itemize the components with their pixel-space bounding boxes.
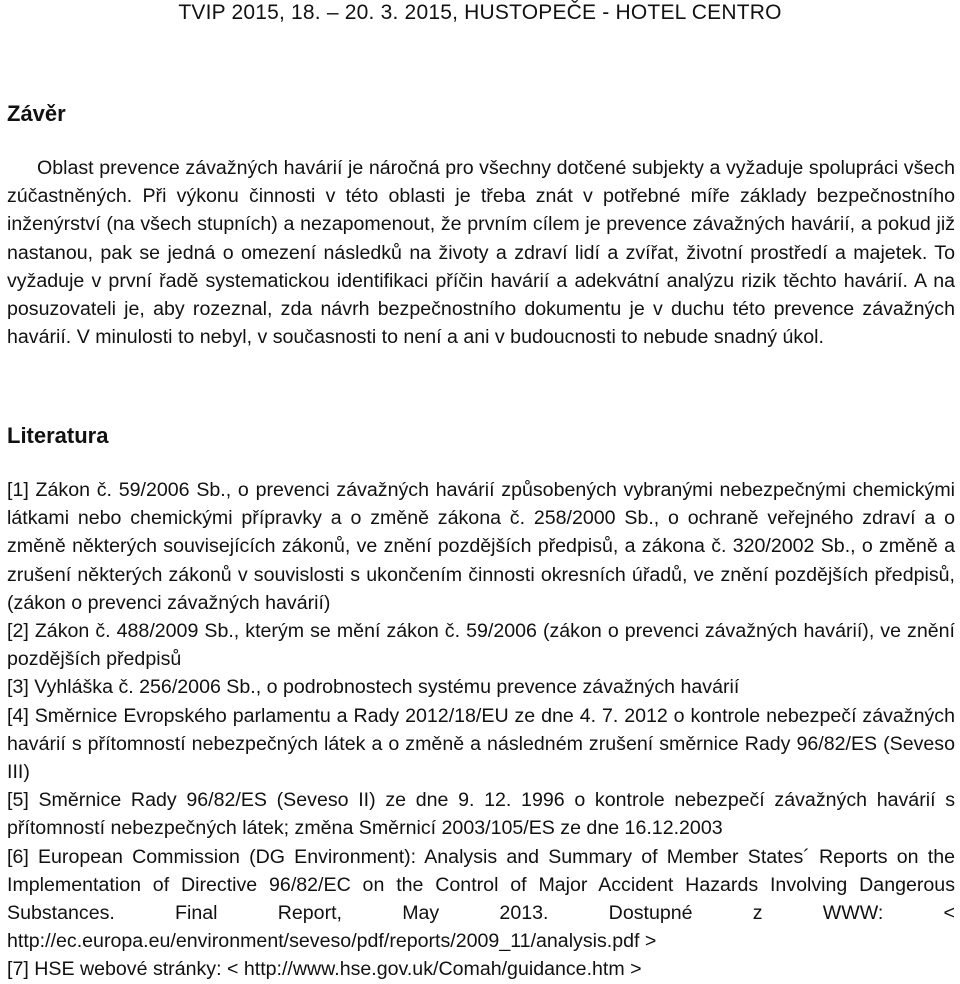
reference-item: [1] Zákon č. 59/2006 Sb., o prevenci závažných havárií způsobených vybranými nebezpečnými chemickými látkami nebo chemickými přípravky a o změně zákona č. 258/2000 Sb., o ochraně veřejného zdraví a o změně některých souvisejících zákonů, ve znění pozdějších předpisů, a zákona č. 320/2002 Sb., o změně a zrušení některých zákonů v souvislosti s ukončením činnosti okresních úřadů, ve znění pozdějších předpisů, (zákon o prevenci závažných havárií) <box>7 479 955 614</box>
reference-item: [2] Zákon č. 488/2009 Sb., kterým se mění zákon č. 59/2006 (zákon o prevenci závažných havárií), ve znění pozdějších předpisů <box>7 620 955 671</box>
reference-item: [4] Směrnice Evropského parlamentu a Rady 2012/18/EU ze dne 4. 7. 2012 o kontrole nebezpečí závažných havárií s přítomností nebezpečných látek a o změně a následném zrušení směrnice Rady 96/82/ES (Seveso III) <box>7 704 955 784</box>
section-heading-conclusion: Závěr <box>7 101 66 126</box>
reference-list <box>7 476 955 984</box>
reference-item: [7] HSE webové stránky: < http://www.hse.gov.uk/Comah/guidance.htm > <box>7 958 642 981</box>
conclusion-paragraph: Oblast prevence závažných havárií je náročná pro všechny dotčené subjekty a vyžaduje spolupráci všech zúčastněných. Při výkonu činnosti v této oblasti je třeba znát v potřebné míře základy bezpečnostního inženýrství (na všech stupních) a nezapomenout, že prvním cílem je prevence závažných havárií, a pokud již nastanou, pak se jedná o omezení následků na životy a zdraví lidí a zvířat, životní prostředí a majetek. To vyžaduje v první řadě systematickou identifikaci příčin havárií a adekvátní analýzu rizik těchto havárií. A na posuzovateli je, aby rozeznal, zda návrh bezpečnostního dokumentu je v duchu této prevence závažných havárií. V minulosti to nebyl, v současnosti to není a ani v budoucnosti to nebude snadný úkol. <box>7 157 955 349</box>
reference-item: [5] Směrnice Rady 96/82/ES (Seveso II) ze dne 9. 12. 1996 o kontrole nebezpečí závažných havárií s přítomností nebezpečných látek; změna Směrnicí 2003/105/ES ze dne 16.12.2003 <box>7 789 955 840</box>
section-heading-literature: Literatura <box>7 423 109 448</box>
reference-item: [6] European Commission (DG Environment): Analysis and Summary of Member States´ Reports on the Implementation of Directive 96/82/EC on the Control of Major Accident Hazards Involving Dangerous Substances. Final Report, May 2013. Dostupné z WWW: < http://ec.europa.eu/environment/seveso/pdf/reports/2009_11/analysis.pdf > <box>7 845 955 953</box>
running-header: TVIP 2015, 18. – 20. 3. 2015, HUSTOPEČE - HOTEL CENTRO <box>178 1 782 24</box>
reference-item: [3] Vyhláška č. 256/2006 Sb., o podrobnostech systému prevence závažných havárií <box>7 676 740 699</box>
